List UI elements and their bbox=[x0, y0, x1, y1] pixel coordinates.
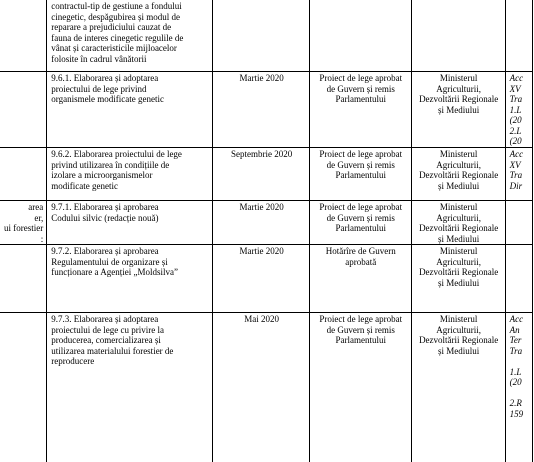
objective-line: er, bbox=[34, 212, 44, 223]
action-line: 9.6.1. Elaborarea și adoptarea bbox=[51, 73, 159, 83]
reference-line: Acc bbox=[509, 314, 524, 324]
reference-cell bbox=[505, 245, 532, 313]
deadline-text: Martie 2020 bbox=[239, 246, 284, 256]
responsible-line: Agriculturii, bbox=[436, 212, 482, 223]
action-line: izolare a microorganismelor bbox=[51, 170, 153, 180]
objective-cell bbox=[0, 0, 47, 72]
action-cell bbox=[47, 201, 213, 245]
deadline-cell bbox=[213, 0, 310, 72]
responsible-line: și Mediului bbox=[438, 180, 480, 191]
reference-line: 159 bbox=[509, 408, 524, 419]
responsible-cell bbox=[411, 148, 505, 201]
objective-line: ui forestier bbox=[4, 223, 44, 233]
action-line: 9.6.2. Elaborarea proiectului de lege bbox=[51, 149, 182, 159]
result-cell bbox=[309, 313, 411, 462]
action-cell bbox=[47, 148, 213, 201]
action-line: proiectului de lege privind bbox=[51, 83, 147, 94]
responsible-line: Dezvoltării Regionale bbox=[419, 335, 499, 345]
responsible-line: și Mediului bbox=[438, 233, 480, 244]
reference-line: Ter bbox=[509, 335, 522, 345]
responsible-line: Ministerul bbox=[439, 202, 478, 212]
action-line: funcționare a Agenției „Moldsilva” bbox=[51, 267, 178, 277]
responsible-line: Ministerul bbox=[439, 246, 478, 256]
reference-line: (20 bbox=[509, 377, 522, 387]
action-line: 9.7.2. Elaborarea și aprobarea bbox=[51, 246, 159, 256]
table-row bbox=[0, 201, 533, 245]
reference-line: XV bbox=[509, 159, 521, 170]
deadline-cell bbox=[213, 148, 310, 201]
result-line: de Guvern și remis bbox=[326, 212, 395, 223]
responsible-line: Agriculturii, bbox=[436, 324, 482, 335]
responsible-line: Ministerul bbox=[439, 149, 478, 159]
responsible-cell bbox=[411, 72, 505, 148]
reference-cell bbox=[505, 201, 532, 245]
reference-cell bbox=[505, 313, 532, 462]
deadline-text: Mai 2020 bbox=[244, 314, 279, 324]
deadline-text: Martie 2020 bbox=[239, 73, 284, 83]
responsible-line: și Mediului bbox=[438, 345, 480, 356]
result-line: Proiect de lege aprobat bbox=[319, 73, 403, 83]
reference-line: Dir bbox=[509, 180, 523, 191]
result-cell bbox=[309, 201, 411, 245]
reference-line: Acc bbox=[509, 73, 524, 83]
reference-line: 2.R bbox=[509, 398, 522, 408]
result-line: Parlamentului bbox=[335, 335, 387, 345]
deadline-text: Martie 2020 bbox=[239, 202, 284, 212]
action-line: organismele modificate genetic bbox=[51, 94, 165, 104]
reference-cell bbox=[505, 72, 532, 148]
action-line: contractul-tip de gestiune a fondului bbox=[51, 1, 182, 11]
responsible-line: Agriculturii, bbox=[436, 83, 482, 94]
reference-cell bbox=[505, 0, 532, 72]
responsible-line: Dezvoltării Regionale bbox=[419, 94, 499, 104]
objective-cell bbox=[0, 201, 47, 245]
result-cell bbox=[309, 148, 411, 201]
reference-line: 2.L bbox=[509, 125, 522, 136]
result-line: Proiect de lege aprobat bbox=[319, 149, 403, 159]
action-line: 9.7.1. Elaborarea și aprobarea bbox=[51, 202, 159, 212]
result-line: de Guvern și remis bbox=[326, 83, 395, 94]
deadline-cell bbox=[213, 201, 310, 245]
reference-line: 1.L bbox=[509, 366, 522, 377]
result-cell bbox=[309, 245, 411, 313]
reference-line: (20 bbox=[509, 136, 522, 146]
result-cell bbox=[309, 0, 411, 72]
reference-line: (20 bbox=[509, 115, 522, 125]
responsible-line: și Mediului bbox=[438, 104, 480, 115]
responsible-line: Agriculturii, bbox=[436, 159, 482, 170]
action-line: privind utilizarea în condițiile de bbox=[51, 159, 170, 170]
responsible-line: Dezvoltării Regionale bbox=[419, 267, 499, 277]
deadline-text: Septembrie 2020 bbox=[230, 149, 293, 159]
table-row bbox=[0, 148, 533, 201]
action-line: utilizarea materialului forestier de bbox=[51, 345, 174, 356]
result-line: de Guvern și remis bbox=[326, 324, 395, 335]
reference-cell bbox=[505, 148, 532, 201]
objective-cell bbox=[0, 245, 47, 313]
responsible-line: Agriculturii, bbox=[436, 256, 482, 267]
objective-cell bbox=[0, 148, 47, 201]
result-cell bbox=[309, 72, 411, 148]
reference-line: Tra bbox=[509, 170, 523, 180]
deadline-cell bbox=[213, 72, 310, 148]
reference-line: An bbox=[509, 324, 520, 335]
responsible-cell bbox=[411, 0, 505, 72]
deadline-cell bbox=[213, 313, 310, 462]
result-line: Hotărîre de Guvern bbox=[325, 246, 396, 256]
responsible-line: Ministerul bbox=[439, 73, 478, 83]
objective-cell bbox=[0, 313, 47, 462]
result-line: Proiect de lege aprobat bbox=[319, 202, 403, 212]
table-row bbox=[0, 72, 533, 148]
responsible-line: și Mediului bbox=[438, 277, 480, 288]
reference-line: 1.L bbox=[509, 104, 522, 115]
action-line: reproducere bbox=[51, 356, 95, 366]
objective-line: area bbox=[28, 202, 44, 212]
responsible-line: Ministerul bbox=[439, 314, 478, 324]
responsible-cell bbox=[411, 201, 505, 245]
reference-line: Acc bbox=[509, 149, 524, 159]
result-line: Parlamentului bbox=[335, 170, 387, 180]
result-line: aprobată bbox=[345, 256, 377, 267]
reference-line bbox=[510, 388, 529, 399]
action-cell bbox=[47, 72, 213, 148]
action-line: 9.7.3. Elaborarea și adoptarea bbox=[51, 314, 159, 324]
responsible-line: Dezvoltării Regionale bbox=[419, 223, 499, 233]
objective-cell bbox=[0, 72, 47, 148]
result-line: Parlamentului bbox=[335, 223, 387, 233]
action-line: reparare a prejudiciului cauzat de bbox=[51, 22, 172, 32]
deadline-cell bbox=[213, 245, 310, 313]
reference-line: Tra bbox=[509, 94, 523, 104]
action-line: modificate genetic bbox=[51, 180, 118, 191]
table-row bbox=[0, 245, 533, 313]
action-cell bbox=[47, 0, 213, 72]
table-row bbox=[0, 0, 533, 72]
reference-line bbox=[510, 356, 529, 367]
responsible-line: Dezvoltării Regionale bbox=[419, 170, 499, 180]
action-line: Codului silvic (redacție nouă) bbox=[51, 212, 159, 223]
result-line: Parlamentului bbox=[335, 94, 387, 104]
responsible-cell bbox=[411, 245, 505, 313]
objective-line: : bbox=[40, 233, 44, 244]
action-line: proiectului de lege cu privire la bbox=[51, 324, 164, 335]
action-line: folosite în cadrul vânătorii bbox=[51, 53, 147, 64]
action-line: fauna de interes cinegetic regulile de bbox=[51, 32, 184, 43]
result-line: Proiect de lege aprobat bbox=[319, 314, 403, 324]
action-line: cinegetic, despăgubirea și modul de bbox=[51, 11, 180, 22]
responsible-cell bbox=[411, 313, 505, 462]
action-cell bbox=[47, 313, 213, 462]
result-line: de Guvern și remis bbox=[326, 159, 395, 170]
action-cell bbox=[47, 245, 213, 313]
action-line: producerea, comercializarea și bbox=[51, 335, 161, 345]
reference-line: Tra bbox=[509, 345, 523, 356]
table-row bbox=[0, 313, 533, 462]
reference-line: XV bbox=[509, 83, 521, 94]
action-line: Regulamentului de organizare și bbox=[51, 256, 168, 267]
action-line: vânat și caracteristicile mijloacelor bbox=[51, 43, 177, 53]
